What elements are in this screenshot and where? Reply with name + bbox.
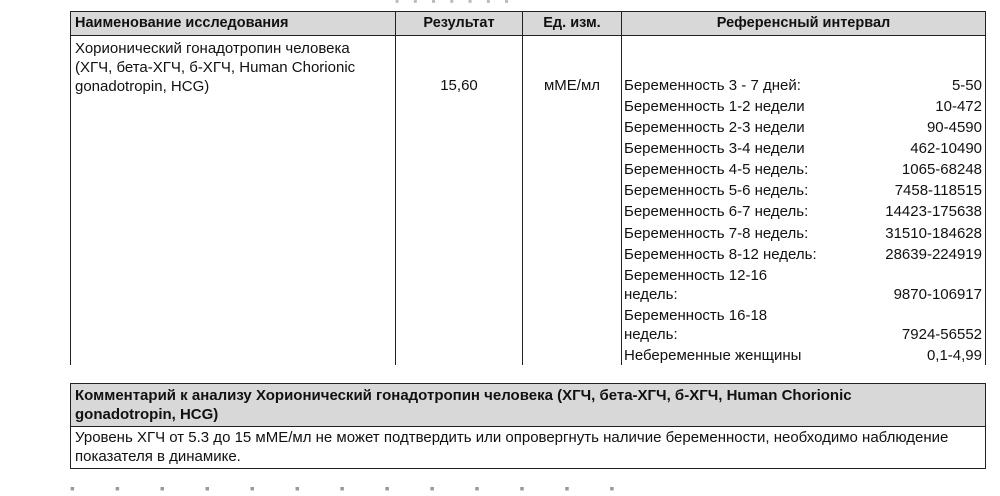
- reference-row: Беременность 6-7 недель: 14423-175638: [624, 203, 982, 220]
- reference-row: Беременность 2-3 недели 90-4590: [624, 119, 982, 136]
- cropped-text-bottom: ▪▪▪▪▪▪▪▪▪▪▪▪▪: [70, 480, 655, 496]
- header-result: Результат: [396, 12, 522, 35]
- comment-mid-border: [70, 426, 986, 427]
- table-right-border: [985, 11, 986, 365]
- comment-title: Комментарий к анализу Хорионический гонадотропин человека (ХГЧ, бета-ХГЧ, б-ХГЧ, Human Chorionic gonadotropin, HCG): [75, 387, 852, 423]
- table-left-border: [70, 11, 71, 365]
- reference-row: Беременность 5-6 недель: 7458-118515: [624, 182, 982, 199]
- comment-right-border: [985, 383, 986, 469]
- comment-top-border: [70, 383, 986, 384]
- header-name: Наименование исследования: [71, 12, 395, 35]
- header-bottom-border: [70, 35, 986, 36]
- reference-row: Беременность 1-2 недели 10-472: [624, 98, 982, 115]
- reference-row: Беременность 4-5 недель: 1065-68248: [624, 161, 982, 178]
- col-divider-1: [395, 11, 396, 365]
- comment-text: Уровень ХГЧ от 5.3 до 15 мМЕ/мл не может подтвердить или опровергнуть наличие беременности, необходимо наблюдение показателя в динамике.: [75, 429, 949, 465]
- reference-row: Беременность 7-8 недель: 31510-184628: [624, 225, 982, 242]
- test-unit: мМЕ/мл: [543, 77, 601, 94]
- table-top-border: [70, 11, 986, 12]
- col-divider-3: [621, 11, 622, 365]
- test-result: 15,60: [440, 77, 478, 94]
- cropped-text-top: ▪▪▪▪▪▪▪: [395, 0, 523, 8]
- reference-row: Беременность 3-4 недели 462-10490: [624, 140, 982, 157]
- reference-row: Беременность 12-16 недель: 9870-106917: [624, 267, 982, 303]
- comment-bottom-border: [70, 468, 986, 469]
- comment-left-border: [70, 383, 71, 469]
- test-name: Хорионический гонадотропин человека (ХГЧ, бета-ХГЧ, б-ХГЧ, Human Chorionic gonadotropin, HCG): [75, 40, 356, 95]
- reference-row: Небеременные женщины 0,1-4,99: [624, 347, 982, 364]
- reference-row: Беременность 8-12 недель: 28639-224919: [624, 246, 982, 263]
- header-unit: Ед. изм.: [523, 12, 621, 35]
- col-divider-2: [522, 11, 523, 365]
- reference-row: Беременность 16-18 недель: 7924-56552: [624, 307, 982, 343]
- reference-row: Беременность 3 - 7 дней: 5-50: [624, 77, 982, 94]
- header-reference: Референсный интервал: [622, 12, 985, 35]
